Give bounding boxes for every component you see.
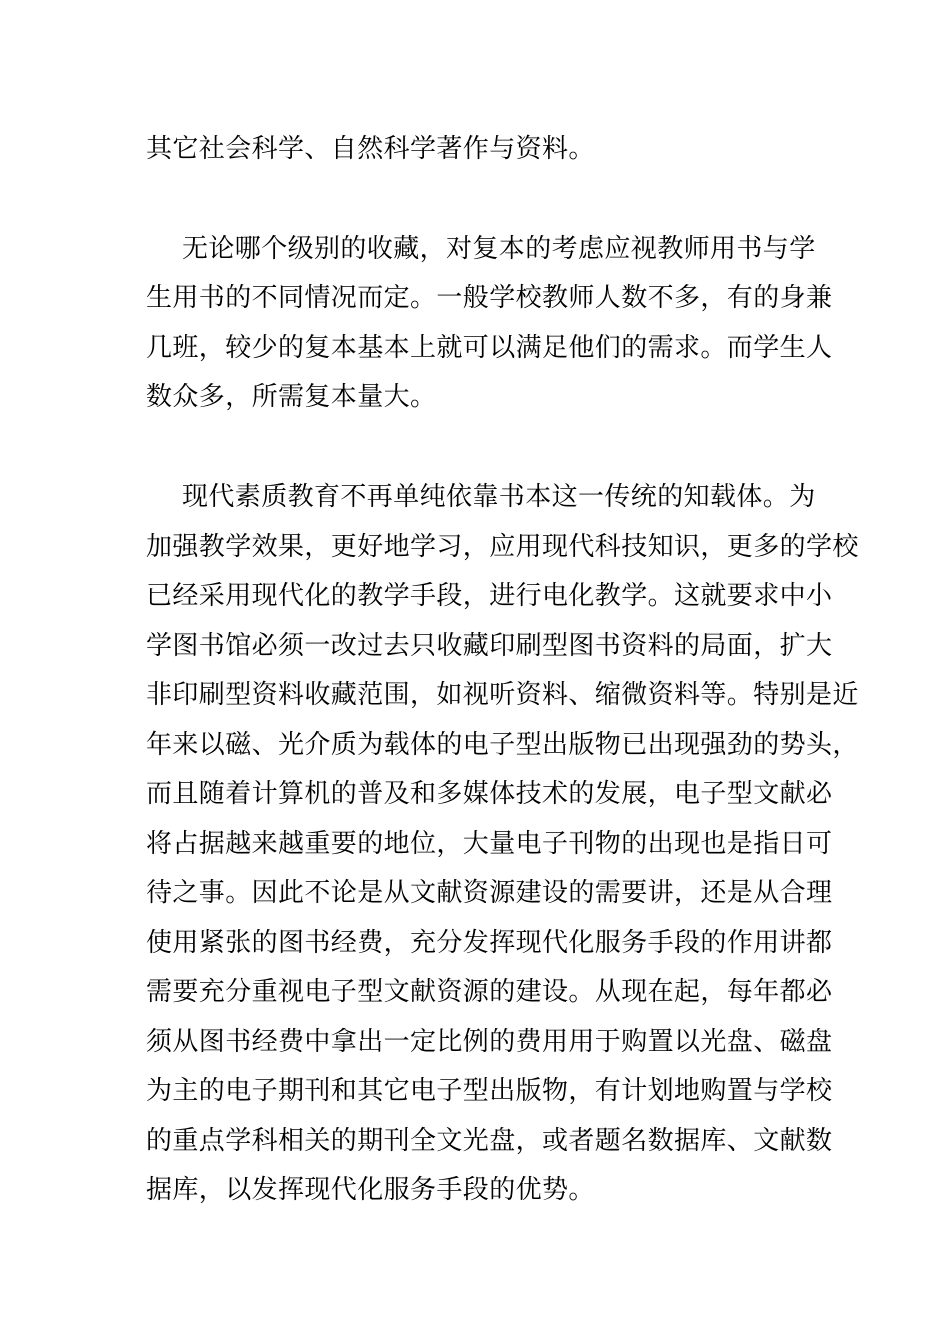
paragraph-3-line-13: 为主的电子期刊和其它电子型出版物，有计划地购置与学校	[146, 1076, 833, 1106]
paragraph-3-line-10: 使用紧张的图书经费，充分发挥现代化服务手段的作用讲都	[146, 928, 833, 958]
paragraph-3-line-5: 非印刷型资料收藏范围，如视听资料、缩微资料等。特别是近	[146, 680, 859, 710]
paragraph-3-line-4: 学图书馆必须一改过去只收藏印刷型图书资料的局面，扩大	[146, 631, 833, 661]
paragraph-3-line-12: 须从图书经费中拿出一定比例的费用用于购置以光盘、磁盘	[146, 1027, 833, 1057]
paragraph-3-line-7: 而且随着计算机的普及和多媒体技术的发展，电子型文献必	[146, 779, 833, 809]
paragraph-3-line-3: 已经采用现代化的教学手段，进行电化教学。这就要求中小	[146, 581, 833, 611]
paragraph-3-line-6: 年来以磁、光介质为载体的电子型出版物已出现强劲的势头，	[146, 730, 859, 760]
paragraph-3-line-11: 需要充分重视电子型文献资源的建设。从现在起，每年都必	[146, 977, 833, 1007]
paragraph-3-line-8: 将占据越来越重要的地位，大量电子刊物的出现也是指日可	[146, 829, 833, 859]
paragraph-2-line-2: 生用书的不同情况而定。一般学校教师人数不多，有的身兼	[146, 283, 833, 313]
paragraph-3-line-15: 据库，以发挥现代化服务手段的优势。	[146, 1175, 595, 1205]
paragraph-2-line-4: 数众多，所需复本量大。	[146, 382, 437, 412]
paragraph-3-line-9: 待之事。因此不论是从文献资源建设的需要讲，还是从合理	[146, 878, 833, 908]
paragraph-1-line-1: 其它社会科学、自然科学著作与资料。	[146, 134, 595, 164]
paragraph-3-line-14: 的重点学科相关的期刊全文光盘，或者题名数据库、文献数	[146, 1126, 833, 1156]
paragraph-3-line-1: 现代素质教育不再单纯依靠书本这一传统的知载体。为	[182, 482, 816, 512]
paragraph-3-line-2: 加强教学效果，更好地学习，应用现代科技知识，更多的学校	[146, 532, 859, 562]
paragraph-2-line-1: 无论哪个级别的收藏，对复本的考虑应视教师用书与学	[182, 234, 816, 264]
paragraph-2-line-3: 几班，较少的复本基本上就可以满足他们的需求。而学生人	[146, 333, 833, 363]
